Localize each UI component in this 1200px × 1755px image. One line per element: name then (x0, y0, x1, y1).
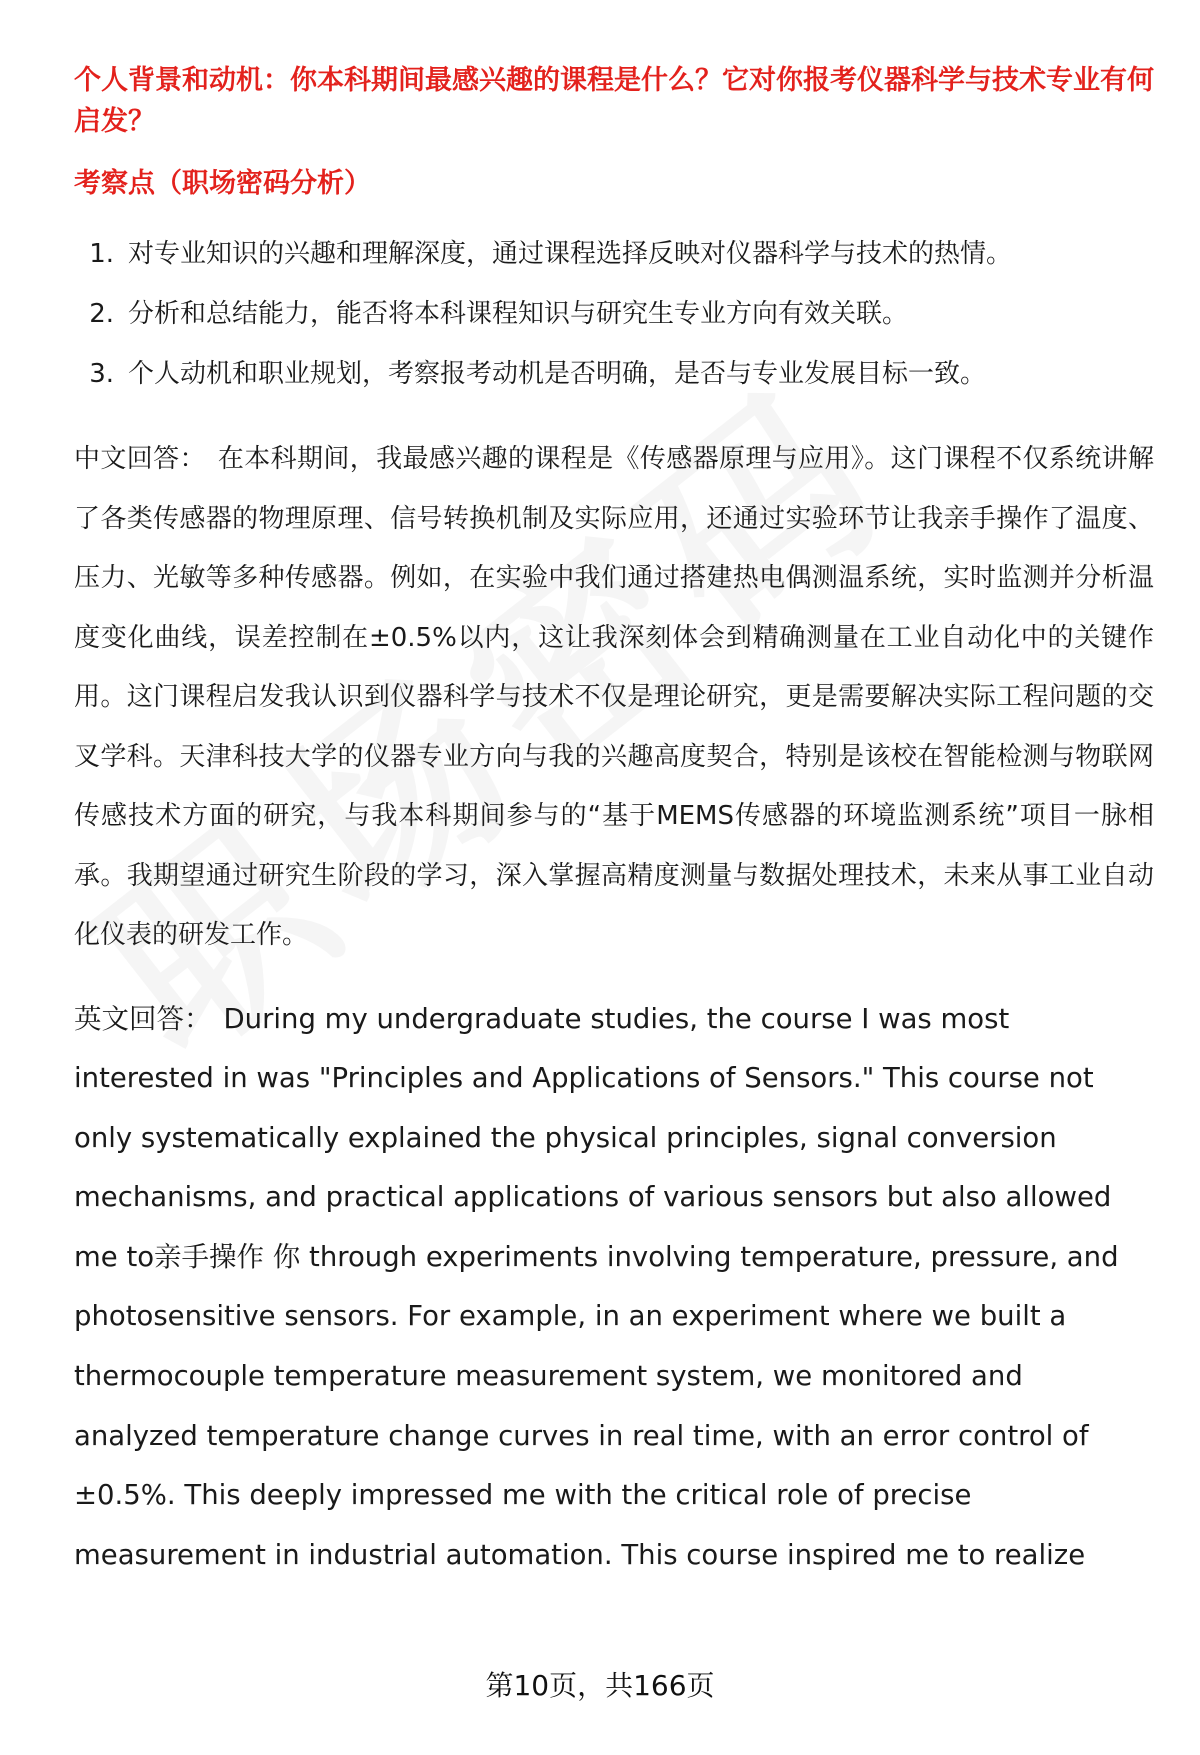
assessment-points-list (74, 224, 1154, 404)
page-number-footer: 第10页，共166页 (485, 1669, 715, 1702)
list-item-number: 3. (89, 359, 114, 389)
list-item-text: 对专业知识的兴趣和理解深度，通过课程选择反映对仪器科学与技术的热情。 (128, 239, 1013, 269)
chinese-answer-text: 在本科期间，我最感兴趣的课程是《传感器原理与应用》。这门课程不仅系统讲解了各类传感器的物理原理、信号转换机制及实际应用，还通过实验环节让我亲手操作了温度、压力、光敏等多种传感器。例如，在实验中我们通过搭建热电偶测温系统，实时监测并分析温度变化曲线，误差控制在±0.5%以内，这让我深刻体会到精确测量在工业自动化中的关键作用。这门课程启发我认识到仪器科学与技术不仅是理论研究，更是需要解决实际工程问题的交叉学科。天津科技大学的仪器专业方向与我的兴趣高度契合，特别是该校在智能检测与物联网传感技术方面的研究，与我本科期间参与的“基于MEMS传感器的环境监测系统”项目一脉相承。我期望通过研究生阶段的学习，深入掌握高精度测量与数据处理技术，未来从事工业自动化仪表的研发工作。 (74, 444, 1154, 950)
section-title: 考察点（职场密码分析） (74, 168, 371, 199)
english-answer (74, 990, 1154, 1586)
document-page (74, 60, 1154, 1609)
list-item-number: 1. (89, 239, 114, 269)
chinese-answer-label: 中文回答： (74, 444, 206, 474)
english-answer-text: During my undergraduate studies, the course I was most interested in was "Principles and Applications of Sensors." This course not only systematically explained the physical principles, signal conversion mechanisms, and practical applications of various sensors but also allowed me to亲手操作 你 through experiments involving temperature, pressure, and photosensitive sensors. For example, in an experiment where we built a thermocouple temperature measurement system, we monitored and analyzed temperature change curves in real time, with an error control of ±0.5%. This deeply impressed me with the critical role of precise measurement in industrial automation. This course inspired me to realize (74, 1002, 1119, 1571)
list-item-text: 分析和总结能力，能否将本科课程知识与研究生专业方向有效关联。 (128, 299, 909, 329)
list-item (74, 284, 1154, 344)
list-item (74, 224, 1154, 284)
english-answer-label: 英文回答： (74, 1002, 212, 1035)
list-item (74, 344, 1154, 404)
question-heading: 个人背景和动机：你本科期间最感兴趣的课程是什么？它对你报考仪器科学与技术专业有何启发？ (74, 65, 1154, 137)
chinese-answer (74, 430, 1154, 966)
list-item-text: 个人动机和职业规划，考察报考动机是否明确，是否与专业发展目标一致。 (128, 359, 987, 389)
list-item-number: 2. (89, 299, 114, 329)
